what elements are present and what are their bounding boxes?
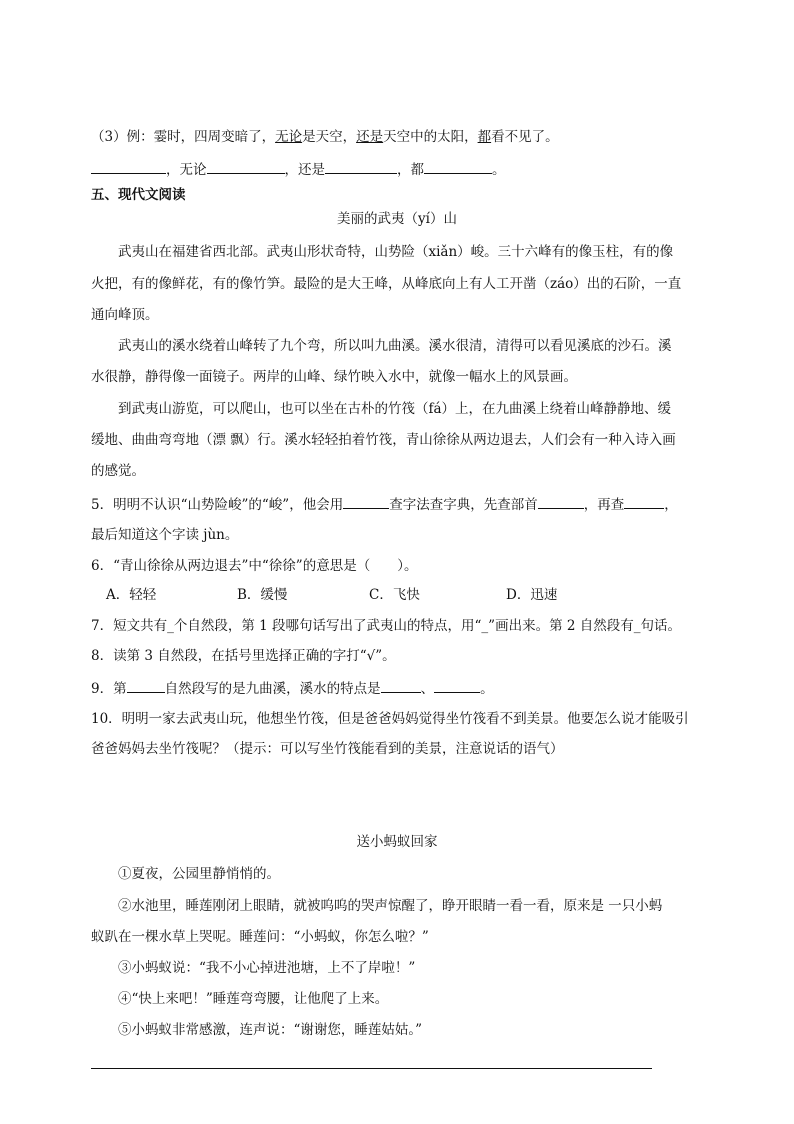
passage-2-line: ①夏夜，公园里静悄悄的。 — [118, 866, 280, 882]
example-fill-line — [91, 159, 506, 180]
passage-line: 火把，有的像鲜花，有的像竹笋。最险的是大王峰，从峰底向上有人工开凿（záo）出的石阶，一直 — [91, 276, 682, 292]
fill-text: ，还是 — [284, 162, 325, 178]
passage-line: 缓地、曲曲弯弯地（漂 飘）行。溪水轻轻拍着竹筏，青山徐徐从两边退去，人们会有一种入诗入画 — [91, 432, 676, 448]
option-b[interactable]: B．缓慢 — [237, 587, 288, 603]
question-text: 。 — [480, 681, 494, 697]
section-heading: 五、现代文阅读 — [91, 187, 186, 203]
example-text: 是天空， — [302, 129, 357, 145]
example-sentence — [91, 127, 559, 147]
answer-blank[interactable] — [343, 494, 389, 509]
passage-2-line: ⑤小蚂蚁非常感激，连声说：“谢谢您，睡莲姑姑。” — [118, 1022, 423, 1038]
question-10: 10．明明一家去武夷山玩，他想坐竹筏，但是爸爸妈妈觉得坐竹筏看不到美景。他要怎么说才能吸引 — [91, 711, 689, 727]
example-text: （3）例：霎时，四周变暗了， — [91, 129, 276, 145]
question-6: 6．“青山徐徐从两边退去”中“徐徐”的意思是（ ）。 — [91, 558, 418, 574]
question-8: 8．读第 3 自然段，在括号里选择正确的字打“√”。 — [91, 648, 396, 664]
answer-blank[interactable] — [325, 159, 397, 174]
answer-blank[interactable] — [434, 678, 480, 693]
passage-2-line: ④“快上来吧！”睡莲弯弯腰，让他爬了上来。 — [118, 991, 389, 1007]
answer-blank[interactable] — [624, 494, 664, 509]
question-text: 5．明明不认识“山势险峻”的“峻”，他会用 — [91, 497, 344, 513]
underlined-word: 无论 — [275, 129, 303, 145]
passage-line: 武夷山的溪水绕着山峰转了九个弯，所以叫九曲溪。溪水很清，清得可以看见溪底的沙石。溪 — [118, 338, 672, 354]
fill-text: ，无论 — [166, 162, 207, 178]
passage-line: 通向峰顶。 — [91, 307, 159, 323]
option-d[interactable]: D．迅速 — [506, 587, 558, 603]
fill-text: ，都 — [397, 162, 424, 178]
answer-blank[interactable] — [207, 159, 285, 174]
question-text: ，再查 — [583, 497, 625, 513]
question-text: 9．第 — [91, 681, 127, 697]
passage-2-title: 送小蚂蚁回家 — [356, 834, 438, 850]
underlined-word: 都 — [477, 129, 492, 145]
passage-line: 的感觉。 — [91, 463, 145, 479]
answer-blank[interactable] — [381, 678, 421, 693]
passage-2-line: 蚁趴在一棵水草上哭呢。睡莲问：“小蚂蚁，你怎么啦？” — [91, 929, 429, 945]
passage-line: 水很静，静得像一面镜子。两岸的山峰、绿竹映入水中，就像一幅水上的风景画。 — [91, 369, 577, 385]
footer-rule — [91, 1068, 652, 1069]
answer-blank[interactable] — [91, 159, 166, 174]
answer-blank[interactable] — [538, 494, 584, 509]
passage-line: 到武夷山游览，可以爬山，也可以坐在古朴的竹筏（fá）上，在九曲溪上绕着山峰静静地、缓 — [118, 401, 672, 417]
example-text: 天空中的太阳， — [383, 129, 478, 145]
question-text: ， — [664, 497, 678, 513]
underlined-word: 还是 — [356, 129, 384, 145]
answer-blank[interactable] — [127, 678, 165, 693]
question-10-line-2: 爸爸妈妈去坐竹筏呢？（提示：可以写坐竹筏能看到的美景，注意说话的语气） — [91, 741, 564, 757]
question-text: 查字法查字典，先查部首 — [389, 497, 538, 513]
question-7: 7．短文共有_个自然段，第 1 段哪句话写出了武夷山的特点，用“_”画出来。第 2 自然段有_句话。 — [91, 618, 681, 634]
option-c[interactable]: C．飞快 — [369, 587, 420, 603]
passage-2-line: ③小蚂蚁说：“我不小心掉进池塘，上不了岸啦！” — [118, 960, 416, 976]
example-text: 看不见了。 — [491, 129, 559, 145]
question-9 — [91, 678, 494, 699]
question-text: 自然段写的是九曲溪，溪水的特点是 — [164, 681, 381, 697]
fill-text: 。 — [492, 162, 506, 178]
answer-blank[interactable] — [424, 159, 492, 174]
question-5 — [91, 494, 678, 515]
question-text: 、 — [420, 681, 435, 697]
passage-2-line: ②水池里，睡莲刚闭上眼睛，就被呜呜的哭声惊醒了，睁开眼睛一看一看，原来是 一只小蚂 — [118, 898, 663, 914]
passage-title: 美丽的武夷（yí）山 — [337, 211, 457, 227]
passage-line: 武夷山在福建省西北部。武夷山形状奇特，山势险（xiǎn）峻。三十六峰有的像玉柱，有的像 — [118, 244, 674, 260]
option-a[interactable]: A．轻轻 — [106, 587, 157, 603]
question-5-line-2: 最后知道这个字读 jùn。 — [91, 527, 239, 543]
